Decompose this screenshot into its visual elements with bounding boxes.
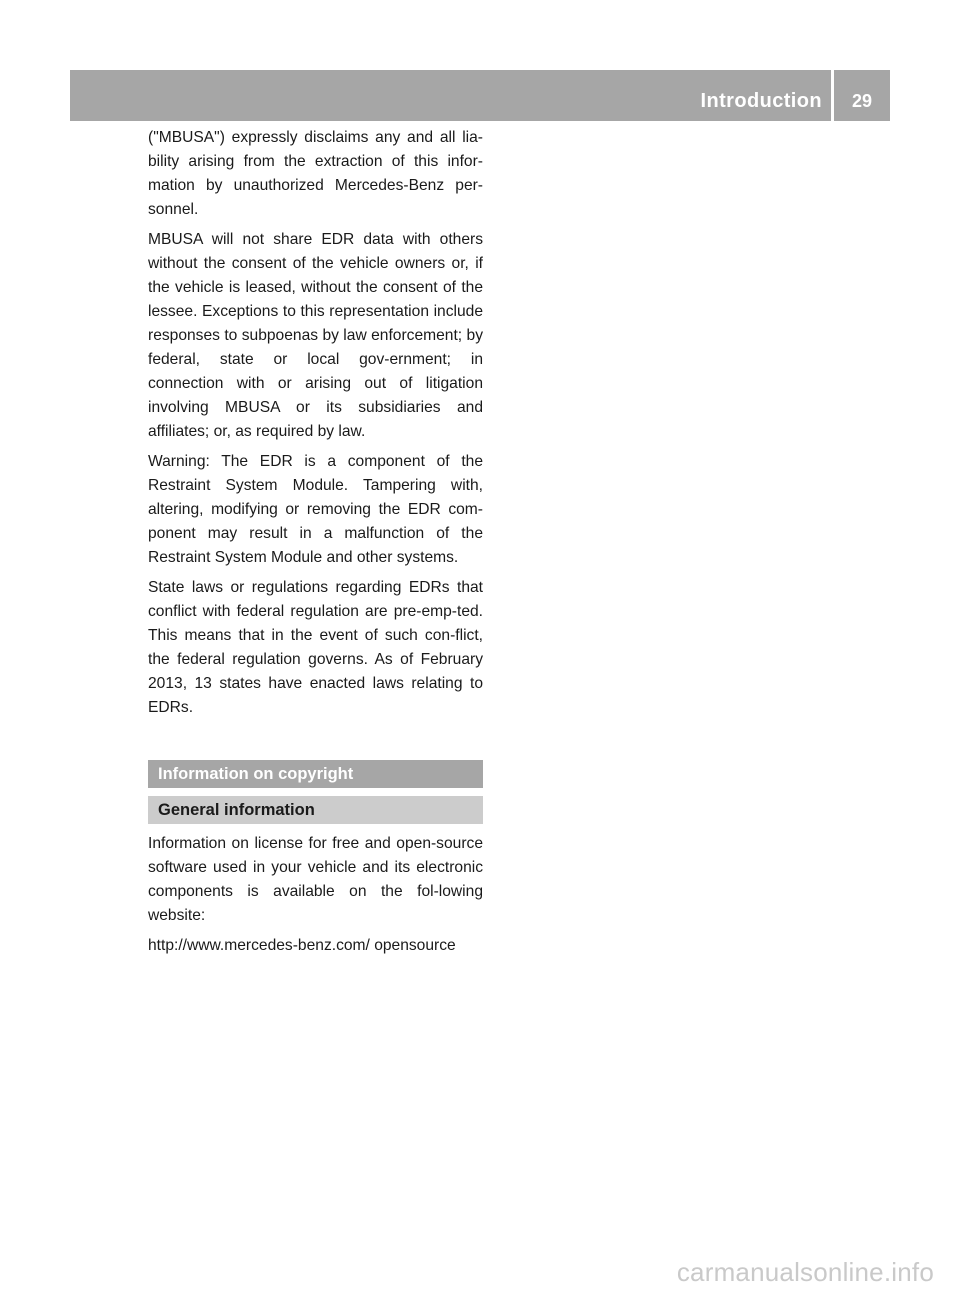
paragraph-warning: Warning: The EDR is a component of the Restraint System Module. Tampering with, altering, modifying or removing the EDR com-ponent may result in a malfunction of the Restraint System Module and other systems.: [148, 453, 483, 566]
paragraph-license-info: Information on license for free and open-source software used in your vehicle and its electronic components is available on the fol-lowing website:: [148, 835, 483, 924]
header-section-title: Introduction: [700, 90, 822, 112]
section-heading-copyright: Information on copyright: [148, 760, 483, 788]
paragraph-website-url: http://www.mercedes-benz.com/ opensource: [148, 937, 456, 954]
paragraph-data-sharing: MBUSA will not share EDR data with others without the consent of the vehicle owners or, if the vehicle is leased, without the consent of the lessee. Exceptions to this representation include responses to subpoenas by law enforcement; by federal, state or local gov-ernment; in connection with or arising out of litigation involving MBUSA or its subsidiaries and affiliates; or, as required by law.: [148, 231, 483, 440]
subsection-heading-general: General information: [148, 796, 483, 824]
main-content: [148, 126, 483, 964]
paragraph-state-laws: State laws or regulations regarding EDRs that conflict with federal regulation are pre-emp-ted. This means that in the event of such con-flict, the federal regulation governs. As of February 2013, 13 states have enacted laws relating to EDRs.: [148, 579, 483, 716]
watermark-text: carmanualsonline.info: [676, 1257, 934, 1287]
paragraph-disclaimer: ("MBUSA") expressly disclaims any and all lia-bility arising from the extraction of this infor-mation by unauthorized Mercedes-Benz per-sonnel.: [148, 129, 483, 218]
page-number: 29: [851, 91, 873, 111]
page-header: [70, 70, 890, 121]
